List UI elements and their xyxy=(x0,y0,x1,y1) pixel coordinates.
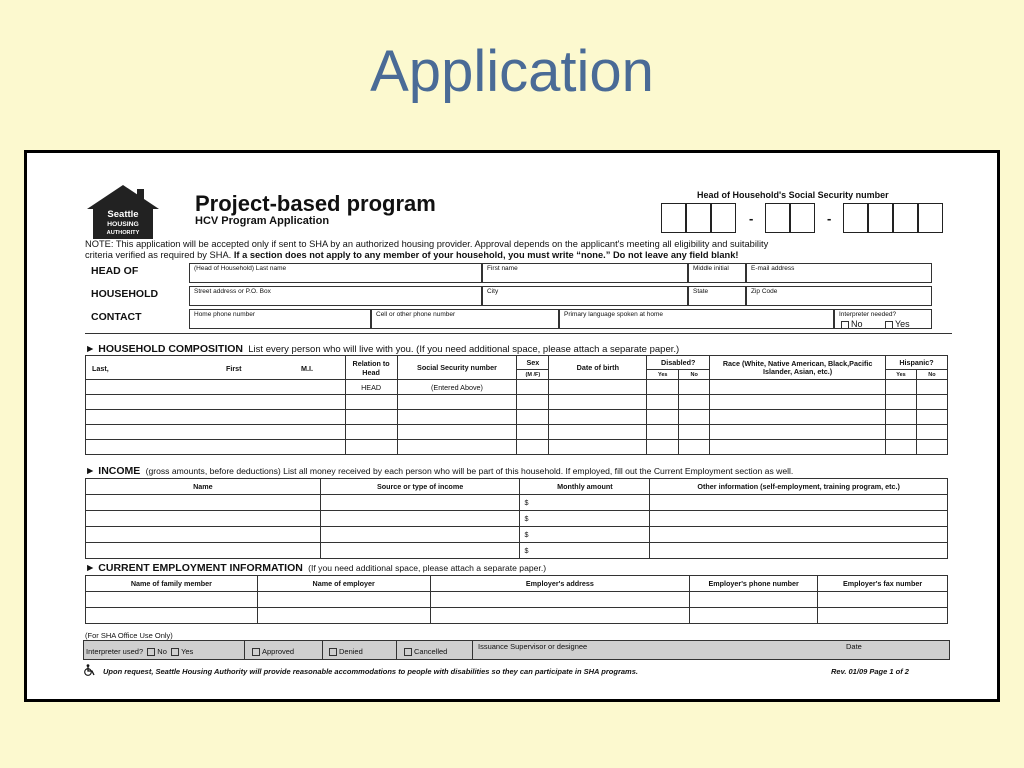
table-header-row xyxy=(86,479,948,495)
form-subtitle: HCV Program Application xyxy=(195,215,330,227)
cell-phone-field[interactable] xyxy=(371,309,559,329)
office-cancelled-label: Cancelled xyxy=(414,647,448,656)
dollar-sign: $ xyxy=(520,511,650,527)
ssn-digit-box[interactable] xyxy=(918,203,943,233)
email-label: E-mail address xyxy=(751,265,795,272)
col-dob-header: Date of birth xyxy=(549,356,647,380)
col-hispanic-no: No xyxy=(916,370,947,380)
col-disabled-no: No xyxy=(679,370,710,380)
interpreter-yes-option[interactable] xyxy=(885,319,910,329)
col-disabled-header: Disabled? xyxy=(647,356,710,370)
income-heading-text: ► INCOME xyxy=(85,465,141,477)
col-hispanic-header: Hispanic? xyxy=(885,356,947,370)
table-header-row xyxy=(86,576,948,592)
ssn-digit-box[interactable] xyxy=(661,203,686,233)
ssn-digit-box[interactable] xyxy=(686,203,711,233)
interpreter-yes-label: Yes xyxy=(895,319,910,329)
cell-phone-label: Cell or other phone number xyxy=(376,311,456,318)
form-title: Project-based program xyxy=(195,191,436,216)
office-no-label: No xyxy=(157,647,167,656)
note-line-2-plain: criteria verified as required by SHA. xyxy=(85,250,234,260)
table-row[interactable] xyxy=(86,543,948,559)
col-hispanic-yes: Yes xyxy=(885,370,916,380)
table-row[interactable] xyxy=(86,410,948,425)
divider xyxy=(244,641,245,659)
head-ssn-cell: (Entered Above) xyxy=(397,380,517,395)
divider xyxy=(472,641,473,659)
divider xyxy=(396,641,397,659)
income-instruction: (gross amounts, before deductions) List all money received by each person who will be part of this household. If employed, fill out the Current Employment section as well. xyxy=(145,466,794,476)
table-row[interactable] xyxy=(86,395,948,410)
middle-initial-label: Middle initial xyxy=(693,265,729,272)
household-label: HOUSEHOLD xyxy=(91,288,159,300)
col-race-header: Race (White, Native American, Black,Pacific Islander, Asian, etc.) xyxy=(710,356,886,380)
col-first-label: First xyxy=(226,364,242,373)
col-sex-header: Sex xyxy=(517,356,549,370)
employment-col-member: Name of family member xyxy=(86,576,258,592)
income-col-name: Name xyxy=(86,479,321,495)
state-label: State xyxy=(693,288,709,295)
col-header-name xyxy=(86,356,346,380)
dollar-sign: $ xyxy=(520,543,650,559)
note-text xyxy=(85,239,768,261)
city-label: City xyxy=(487,288,499,295)
office-use-label: (For SHA Office Use Only) xyxy=(85,631,173,640)
office-approved[interactable] xyxy=(252,647,294,656)
ssn-digit-box[interactable] xyxy=(893,203,918,233)
ssn-digit-box[interactable] xyxy=(765,203,790,233)
interpreter-no-option[interactable] xyxy=(841,319,863,329)
office-denied-label: Denied xyxy=(339,647,363,656)
checkbox-icon[interactable] xyxy=(404,648,412,656)
household-heading-text: ► HOUSEHOLD COMPOSITION xyxy=(85,343,243,355)
table-row[interactable] xyxy=(86,527,948,543)
ssn-digit-box[interactable] xyxy=(790,203,815,233)
zip-code-label: Zip Code xyxy=(751,288,778,295)
employment-instruction: (If you need additional space, please attach a separate paper.) xyxy=(308,563,547,573)
col-ssn-header: Social Security number xyxy=(397,356,517,380)
note-line-1: NOTE: This application will be accepted only if sent to SHA by an authorized housing provider. Approval depends on the applicant's meeting all eligibility and suitability xyxy=(85,239,769,249)
table-row[interactable] xyxy=(86,592,948,608)
ssn-label: Head of Household's Social Security number xyxy=(697,190,889,200)
income-col-other: Other information (self-employment, training program, etc.) xyxy=(650,479,948,495)
checkbox-icon[interactable] xyxy=(841,321,849,329)
employment-col-address: Employer's address xyxy=(430,576,690,592)
first-name-label: First name xyxy=(487,265,518,272)
ssn-digit-box[interactable] xyxy=(868,203,893,233)
checkbox-icon[interactable] xyxy=(252,648,260,656)
office-supervisor-label: Issuance Supervisor or designee xyxy=(478,642,588,651)
table-header-row xyxy=(86,356,948,370)
last-name-label: (Head of Household) Last name xyxy=(194,265,287,272)
income-table xyxy=(85,478,948,559)
office-interpreter xyxy=(86,647,193,656)
ssn-dash: - xyxy=(827,211,832,226)
last-name-field[interactable] xyxy=(189,263,482,283)
checkbox-icon[interactable] xyxy=(171,648,179,656)
checkbox-icon[interactable] xyxy=(147,648,155,656)
employment-heading-text: ► CURRENT EMPLOYMENT INFORMATION xyxy=(85,562,303,574)
interpreter-needed-field xyxy=(834,309,932,329)
household-composition-table xyxy=(85,355,948,455)
table-row[interactable] xyxy=(86,425,948,440)
office-use-strip xyxy=(83,640,950,660)
employment-col-phone: Employer's phone number xyxy=(690,576,818,592)
employment-table xyxy=(85,575,948,624)
interpreter-needed-label: Interpreter needed? xyxy=(839,311,897,318)
middle-initial-field[interactable] xyxy=(688,263,746,283)
office-denied[interactable] xyxy=(329,647,363,656)
svg-text:Seattle: Seattle xyxy=(107,209,139,220)
seattle-housing-authority-logo xyxy=(85,183,161,241)
table-row[interactable] xyxy=(86,608,948,624)
slide-title: Application xyxy=(370,39,654,104)
ssn-dash: - xyxy=(749,211,754,226)
dollar-sign: $ xyxy=(520,495,650,511)
home-phone-label: Home phone number xyxy=(194,311,256,318)
home-phone-field[interactable] xyxy=(189,309,371,329)
checkbox-icon[interactable] xyxy=(885,321,893,329)
divider xyxy=(322,641,323,659)
zip-code-field[interactable] xyxy=(746,286,932,306)
dollar-sign: $ xyxy=(520,527,650,543)
note-line-2-bold: If a section does not apply to any member of your household, you must write “none.” Do not leave any field blank! xyxy=(233,250,739,260)
table-row[interactable] xyxy=(86,495,948,511)
table-row[interactable] xyxy=(86,440,948,455)
col-last-label: Last, xyxy=(92,364,109,373)
ssn-digit-box[interactable] xyxy=(843,203,868,233)
application-form-scan xyxy=(24,150,1000,702)
interpreter-no-label: No xyxy=(851,319,863,329)
office-interpreter-label: Interpreter used? xyxy=(86,647,144,656)
divider xyxy=(85,333,952,334)
wheelchair-icon xyxy=(83,664,97,676)
primary-language-field[interactable] xyxy=(559,309,834,329)
head-of-label: HEAD OF xyxy=(91,265,139,277)
col-relation-header: Relation to Head xyxy=(345,356,397,380)
income-col-monthly: Monthly amount xyxy=(520,479,650,495)
application-form xyxy=(27,153,997,699)
street-address-label: Street address or P.O. Box xyxy=(194,288,271,295)
office-cancelled[interactable] xyxy=(404,647,447,656)
col-mi-label: M.I. xyxy=(301,364,313,373)
household-instruction: List every person who will live with you. (If you need additional space, please attach a separate paper.) xyxy=(248,344,680,355)
street-address-field[interactable] xyxy=(189,286,482,306)
col-sex-sub: (M /F) xyxy=(517,370,549,380)
state-field[interactable] xyxy=(688,286,746,306)
office-approved-label: Approved xyxy=(262,647,295,656)
employment-col-fax: Employer's fax number xyxy=(818,576,948,592)
ssn-digit-box[interactable] xyxy=(711,203,736,233)
income-heading xyxy=(85,465,793,477)
accommodation-notice: Upon request, Seattle Housing Authority will provide reasonable accommodations to people with disabilities so they can participate in SHA programs. xyxy=(103,667,638,676)
svg-text:HOUSING: HOUSING xyxy=(107,221,139,228)
office-yes-label: Yes xyxy=(181,647,194,656)
revision-page-info: Rev. 01/09 Page 1 of 2 xyxy=(831,667,909,676)
svg-text:AUTHORITY: AUTHORITY xyxy=(106,230,140,236)
head-relation-cell: HEAD xyxy=(345,380,397,395)
table-row[interactable] xyxy=(86,511,948,527)
checkbox-icon[interactable] xyxy=(329,648,337,656)
employment-heading xyxy=(85,562,546,574)
city-field[interactable] xyxy=(482,286,688,306)
email-field[interactable] xyxy=(746,263,932,283)
col-disabled-yes: Yes xyxy=(647,370,679,380)
household-composition-heading xyxy=(85,343,679,355)
income-col-source: Source or type of income xyxy=(320,479,520,495)
employment-col-employer: Name of employer xyxy=(257,576,430,592)
primary-language-label: Primary language spoken at home xyxy=(564,311,664,318)
note-line-2 xyxy=(85,250,768,261)
office-date-label: Date xyxy=(846,642,862,651)
table-row[interactable] xyxy=(86,380,948,395)
first-name-field[interactable] xyxy=(482,263,688,283)
contact-label: CONTACT xyxy=(91,311,142,323)
